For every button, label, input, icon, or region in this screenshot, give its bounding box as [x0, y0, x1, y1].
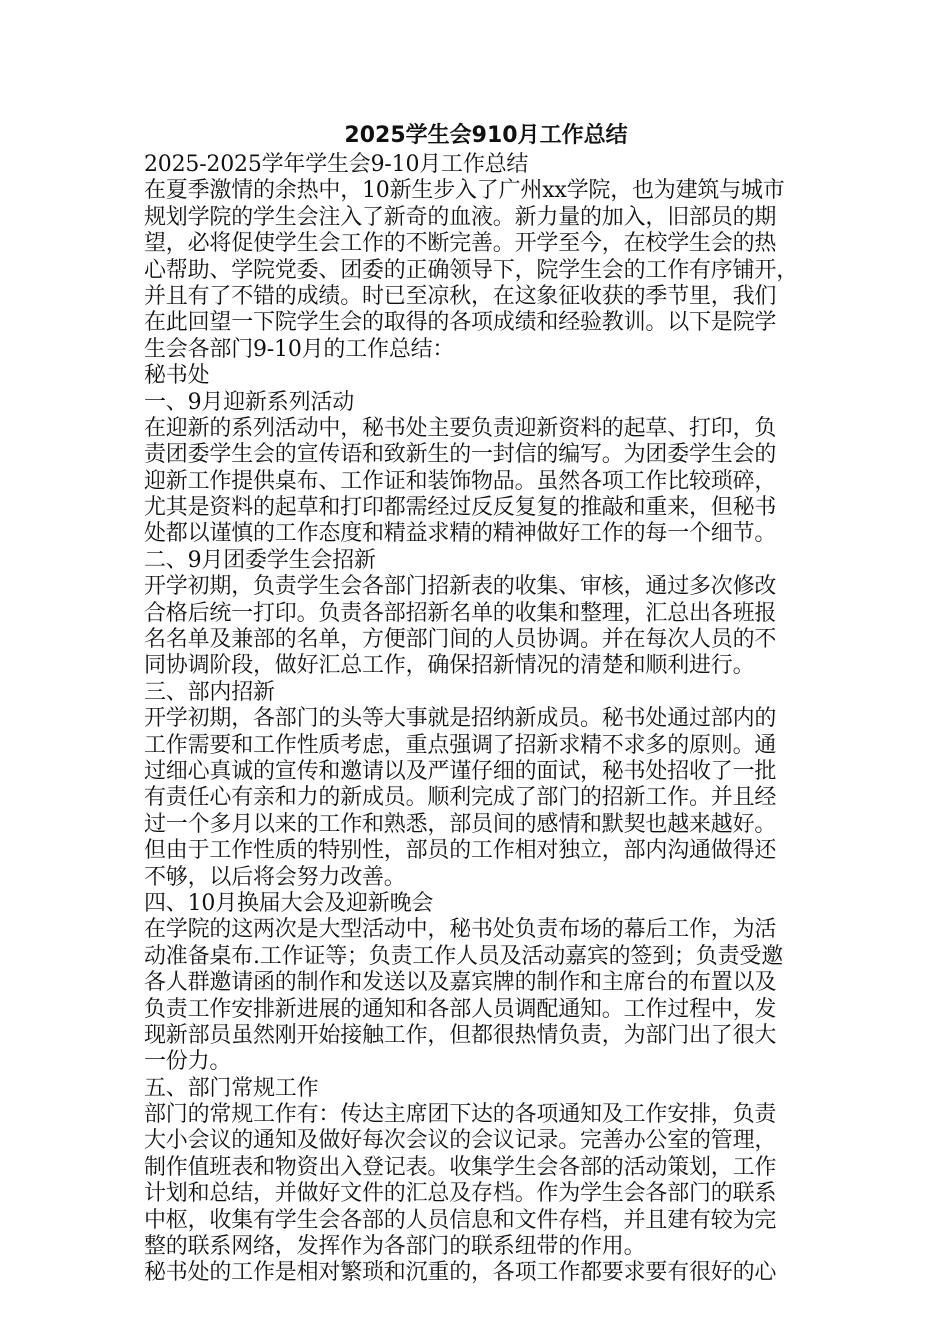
document-page — [144, 120, 810, 1287]
text-line: 在夏季激情的余热中，10新生步入了广州xx学院，也为建筑与城市 — [144, 178, 785, 204]
text-line: 在学院的这两次是大型活动中，秘书处负责布场的幕后工作，为活 — [144, 917, 777, 943]
text-line: 望，必将促使学生会工作的不断完善。开学至今，在校学生会的热 — [144, 231, 777, 257]
text-line: 生会各部门9-10月的工作总结： — [144, 336, 455, 362]
text-line: 计划和总结，并做好文件的汇总及存档。作为学生会各部门的联系 — [144, 1181, 777, 1207]
text-line: 负责工作安排新进展的通知和各部人员调配通知。工作过程中，发 — [144, 996, 777, 1022]
text-line: 动准备桌布.工作证等；负责工作人员及活动嘉宾的签到；负责受邀 — [144, 943, 783, 969]
text-line: 过细心真诚的宣传和邀请以及严谨仔细的面试，秘书处招收了一批 — [144, 758, 777, 784]
text-line: 现新部员虽然刚开始接触工作，但都很热情负责，为部门出了很大 — [144, 1022, 777, 1048]
text-line: 并且有了不错的成绩。时已至凉秋，在这象征收获的季节里，我们 — [144, 283, 777, 309]
text-line: 二、9月团委学生会招新 — [144, 547, 376, 573]
text-line: 五、部门常规工作 — [144, 1075, 319, 1101]
text-line: 四、10月换届大会及迎新晚会 — [144, 890, 434, 916]
text-line: 开学初期，负责学生会各部门招新表的收集、审核，通过多次修改 — [144, 574, 777, 600]
text-line: 工作需要和工作性质考虑，重点强调了招新求精不求多的原则。通 — [144, 732, 777, 758]
document-body — [144, 152, 810, 1287]
text-line: 秘书处 — [144, 363, 210, 389]
text-line: 秘书处的工作是相对繁琐和沉重的，各项工作都要求要有很好的心 — [144, 1260, 777, 1286]
document-title: 2025学生会910月工作总结 — [344, 123, 628, 148]
text-line: 一、9月迎新系列活动 — [144, 389, 354, 415]
text-line: 同协调阶段，做好汇总工作，确保招新情况的清楚和顺利进行。 — [144, 653, 755, 679]
text-line: 三、部内招新 — [144, 679, 275, 705]
text-line: 2025-2025学年学生会9-10月工作总结 — [144, 152, 529, 177]
text-line: 有责任心有亲和力的新成员。顺利完成了部门的招新工作。并且经 — [144, 785, 777, 811]
text-line: 开学初期，各部门的头等大事就是招纳新成员。秘书处通过部内的 — [144, 706, 777, 732]
text-line: 不够，以后将会努力改善。 — [144, 864, 406, 890]
text-line: 整的联系网络，发挥作为各部门的联系纽带的作用。 — [144, 1234, 646, 1260]
text-line: 名名单及兼部的名单，方便部门间的人员协调。并在每次人员的不 — [144, 627, 777, 653]
text-line: 规划学院的学生会注入了新奇的血液。新力量的加入，旧部员的期 — [144, 204, 777, 230]
text-line: 在此回望一下院学生会的取得的各项成绩和经验教训。以下是院学 — [144, 310, 777, 336]
text-line: 大小会议的通知及做好每次会议的会议记录。完善办公室的管理， — [144, 1128, 777, 1154]
text-line: 迎新工作提供桌布、工作证和装饰物品。虽然各项工作比较琐碎， — [144, 468, 777, 494]
text-line: 制作值班表和物资出入登记表。收集学生会各部的活动策划，工作 — [144, 1154, 777, 1180]
text-line: 中枢，收集有学生会各部的人员信息和文件存档，并且建有较为完 — [144, 1207, 777, 1233]
text-line: 合格后统一打印。负责各部招新名单的收集和整理，汇总出各班报 — [144, 600, 777, 626]
text-line: 各人群邀请函的制作和发送以及嘉宾牌的制作和主席台的布置以及 — [144, 970, 777, 996]
text-line: 但由于工作性质的特别性，部员的工作相对独立，部内沟通做得还 — [144, 838, 777, 864]
text-line: 部门的常规工作有：传达主席团下达的各项通知及工作安排，负责 — [144, 1102, 777, 1128]
text-line: 过一个多月以来的工作和熟悉，部员间的感情和默契也越来越好。 — [144, 811, 777, 837]
text-line: 一份力。 — [144, 1049, 232, 1075]
text-line: 在迎新的系列活动中，秘书处主要负责迎新资料的起草、打印，负 — [144, 415, 777, 441]
text-line: 处都以谨慎的工作态度和精益求精的精神做好工作的每一个细节。 — [144, 521, 777, 547]
text-line: 心帮助、学院党委、团委的正确领导下，院学生会的工作有序铺开， — [144, 257, 799, 283]
text-line: 尤其是资料的起草和打印都需经过反反复复的推敲和重来，但秘书 — [144, 495, 777, 521]
text-line: 责团委学生会的宣传语和致新生的一封信的编写。为团委学生会的 — [144, 442, 777, 468]
